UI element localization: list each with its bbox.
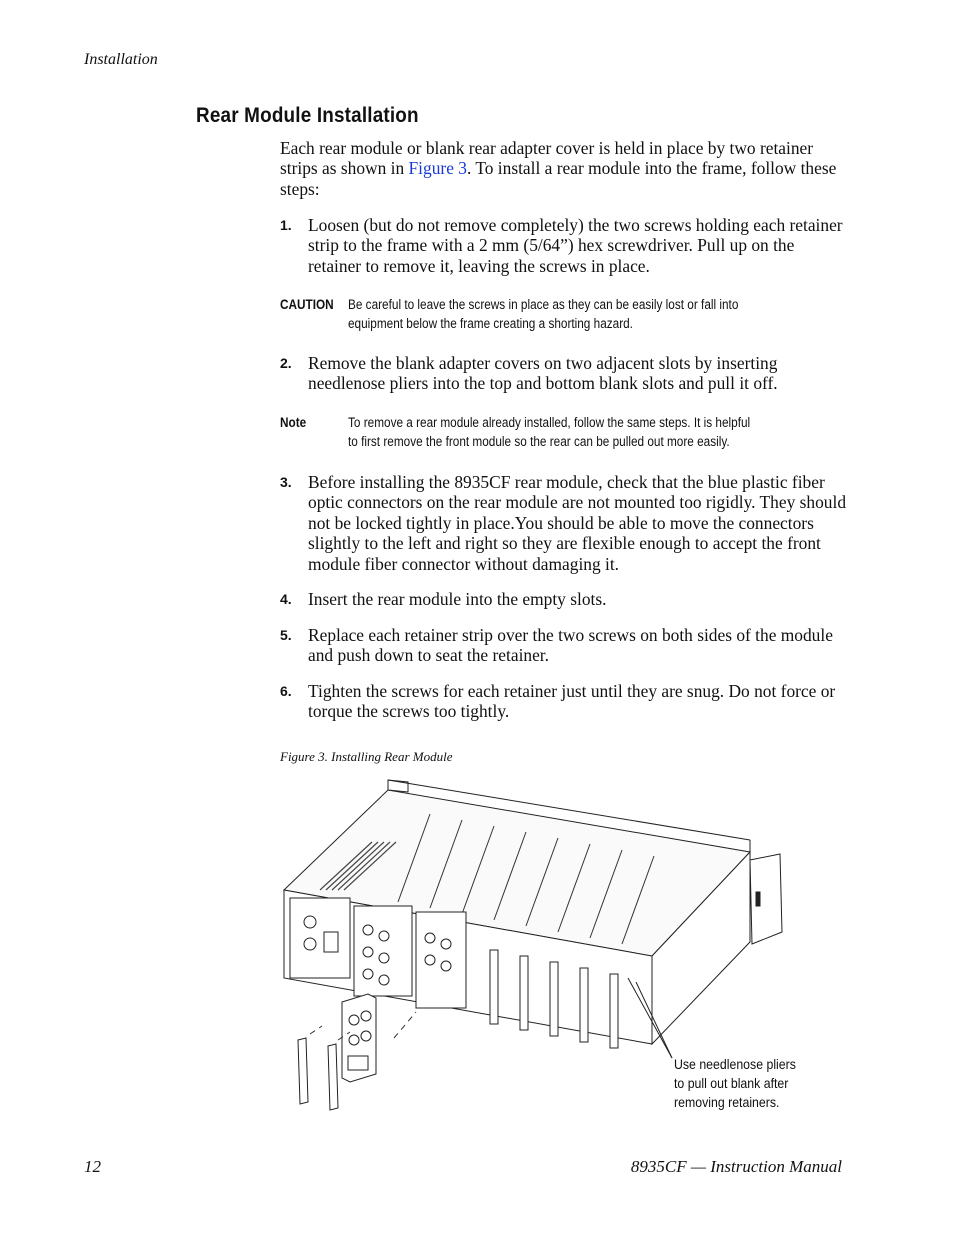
figure-3-link[interactable]: Figure 3 [408,158,467,179]
step-text: Replace each retainer strip over the two screws on both sides of the module and push down to seat the retainer. [308,625,833,666]
installed-modules [290,898,466,1008]
step-number: 1. [280,217,292,233]
step-number: 6. [280,683,292,699]
note-label: Note [280,415,307,430]
running-head: Installation [84,51,158,68]
step-text: Loosen (but do not remove completely) the two screws holding each retainer strip to the frame with a 2 mm (5/64”) hex screwdriver. Pull up on the retainer to remove it, leaving the screws in place. [308,215,843,276]
intro-text-start: Each rear module or blank rear adapter cover is held in place by two retainer strips as shown in [280,138,814,179]
step-text: Insert the rear module into the empty slots. [308,589,607,609]
caution-label: CAUTION [280,297,334,312]
figure-callout-text [674,1055,796,1112]
note-line-1: To remove a rear module already installed, follow the same steps. It is helpful [348,415,751,430]
intro-paragraph [280,138,846,199]
step-number: 2. [280,355,292,371]
step-text: Before installing the 8935CF rear module, check that the blue plastic fiber optic connectors on the rear module are not mounted too rigidly. They should not be locked tightly in place.You should be able to move the connectors slightly to the left and right so they are flexible enough to accept the front module fiber connector without damaging it. [308,472,847,574]
callout-line-3: removing retainers. [674,1094,780,1110]
caution-text [348,296,806,333]
note-line-2: to first remove the front module so the rear can be pulled out more easily. [348,433,730,449]
step-number: 5. [280,627,292,643]
rack-mounting-ear [750,854,782,944]
step-text: Remove the blank adapter covers on two adjacent slots by inserting needlenose pliers into the top and bottom blank slots and pull it off. [308,353,778,394]
retainer-strips [298,1038,338,1110]
removed-rear-module [342,994,376,1082]
callout-line-1: Use needlenose pliers [674,1056,796,1072]
step-number: 3. [280,474,292,490]
manual-title: 8935CF — Instruction Manual [630,1157,842,1176]
intro-text-end: . To install a rear module into the frame, follow these steps: [280,158,837,199]
figure-caption: Figure 3. Installing Rear Module [280,749,453,764]
note-text [348,414,806,451]
step-number: 4. [280,591,292,607]
caution-line-1: Be careful to leave the screws in place as they can be easily lost or fall into [348,297,739,312]
section-title: Rear Module Installation [196,104,419,127]
callout-line-2: to pull out blank after [674,1075,789,1091]
page-number: 12 [84,1157,101,1176]
caution-line-2: equipment below the frame creating a shorting hazard. [348,315,633,331]
step-text: Tighten the screws for each retainer just until they are snug. Do not force or torque the screws too tightly. [308,681,836,722]
